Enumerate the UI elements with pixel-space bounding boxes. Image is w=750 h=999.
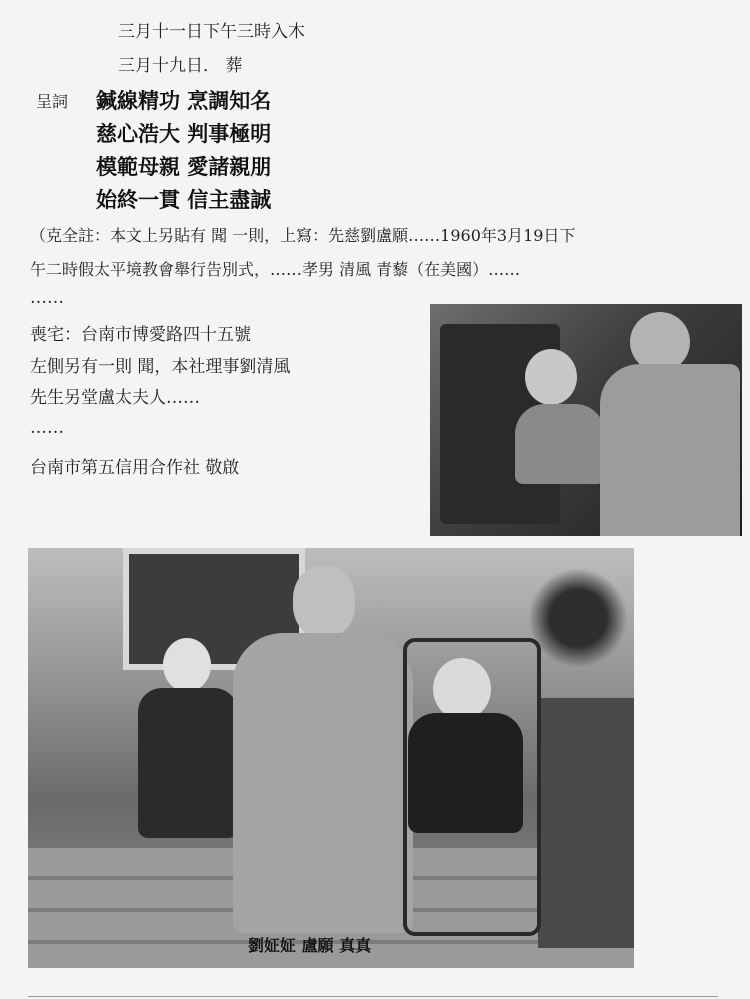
plant — [528, 568, 628, 668]
baby-body — [515, 404, 605, 484]
note-line-2: 午二時假太平境教會舉行告別式，……孝男 清風 青藜（在美國）…… — [30, 260, 521, 279]
elder-head — [630, 312, 690, 372]
planter — [538, 698, 634, 948]
schedule-line-2: 三月十九日． 葬 — [118, 56, 243, 76]
address-line-2: 左側另有一則 聞，本社理事劉清風 — [30, 357, 291, 377]
elder-body — [233, 633, 413, 933]
schedule-line-1: 三月十一日下午三時入木 — [118, 22, 305, 42]
elder-head — [293, 566, 355, 638]
note-line-3: …… — [30, 288, 64, 308]
girl-body — [138, 688, 238, 838]
bottom-rule — [28, 996, 718, 997]
address-line-1: 喪宅：台南市博愛路四十五號 — [30, 325, 251, 345]
eulogy-line-3: 模範母親 愛諸親朋 — [96, 154, 272, 179]
address-line-5: 台南市第五信用合作社 敬啟 — [30, 458, 240, 478]
stroller — [403, 638, 541, 936]
address-line-3: 先生另堂盧太夫人…… — [30, 388, 200, 408]
eulogy-line-1: 鍼線精功 烹調知名 — [96, 88, 272, 113]
photo-caption: 劉姃姃 盧願 真真 — [248, 936, 372, 955]
address-line-4: …… — [30, 418, 64, 438]
photo-elder-with-children — [28, 548, 634, 968]
girl-head — [163, 638, 211, 692]
photo-elder-with-baby — [430, 304, 742, 536]
elder-body — [600, 364, 740, 536]
eulogy-line-2: 慈心浩大 判事極明 — [96, 121, 272, 146]
baby-head — [525, 349, 577, 405]
eulogy-label: 呈詞 — [36, 92, 69, 111]
eulogy-line-4: 始終一貫 信主盡誠 — [96, 187, 272, 212]
note-line-1: （克全註：本文上另貼有 聞 一則，上寫：先慈劉盧願……1960年3月19日下 — [30, 226, 576, 245]
